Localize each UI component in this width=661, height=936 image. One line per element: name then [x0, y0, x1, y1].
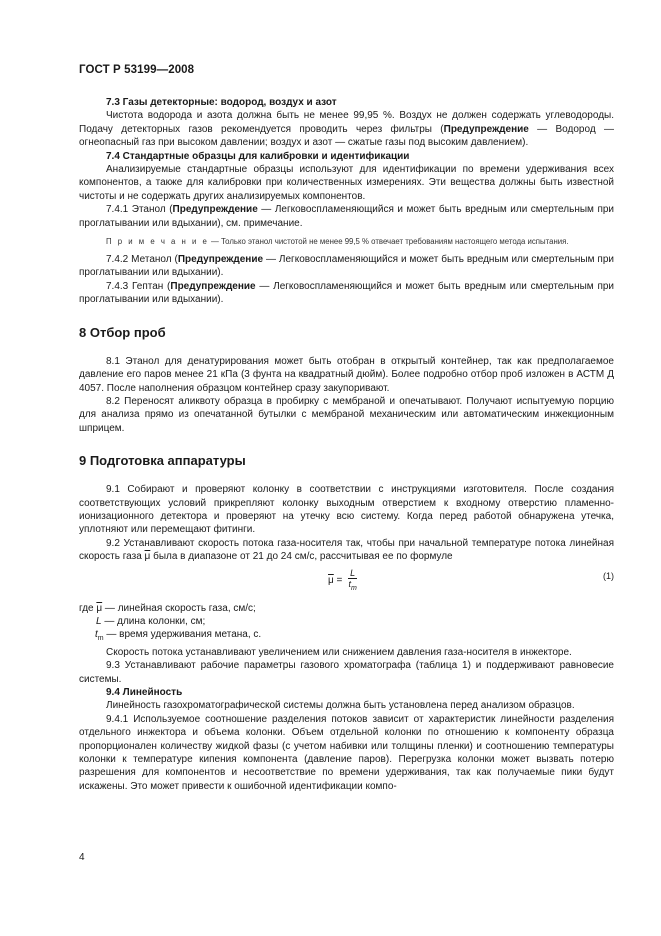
warning-label: Предупреждение	[172, 204, 258, 216]
definition-tm: $t_m$ — время удерживания метана, с.	[95, 629, 262, 643]
section-9-4-title: 9.4 Линейность	[106, 687, 183, 698]
section-9-title: 9 Подготовка аппаратуры	[79, 453, 246, 469]
item-7-4-2: 7.4.2 Метанол (Предупреждение — Легковоспламеняющийся и может быть вредным или смертельным при проглатывании или вдыхании).	[79, 254, 614, 279]
item-9-2: 9.2 Устанавливают скорость потока газа-носителя так, чтобы при начальной температуре потока линейная скорость газа $\overline{\mu}$ была в диапазоне от 21 до 24 см/с, рассчитывая ее по формуле	[79, 537, 614, 563]
definition-mu: где $\overline{\mu}$ — линейная скорость газа, см/с;	[79, 602, 256, 614]
item-9-4-text: Линейность газохроматографической системы должна быть установлена перед анализом образцов.	[106, 700, 575, 712]
definition-L: L — длина колонки, см;	[96, 615, 206, 627]
warning-label: Предупреждение	[443, 123, 529, 135]
item-9-4-1: 9.4.1 Используемое соотношение разделения потоков зависит от характеристик линейности разделения отдельного инжектора и объема колонки. Объем отдельной колонки по отношению к компоненту образца пропорционален количеству жидкой фазы (с учетом набивки или толщины пленки) и соотношению температуры колонки к температуре кипения компонента (давление паров). Перегрузка колонки может вызвать потерю разрешения для компонентов и несоответствие по времени удерживания, так как получаемые пики будут искажены. Это может привести к ошибочной идентификации компо-	[79, 713, 614, 792]
item-9-2-flow: Скорость потока устанавливают увеличением или снижением давления газа-носителя в инжекторе.	[106, 646, 572, 658]
item-9-1: 9.1 Собирают и проверяют колонку в соответствии с инструкциями изготовителя. После создания соответствующих условий прикрепляют колонку выходным отверстием к входному отверстию пламенно-ионизационного детектора и проверяют на утечку всю систему. Когда перед работой обнаружена утечка, уплотняют или перемещают фитинги.	[79, 484, 614, 536]
item-7-4-1: 7.4.1 Этанол (Предупреждение — Легковоспламеняющийся и может быть вредным или смертельным при проглатывании или вдыхании), см. примечание.	[79, 204, 615, 229]
item-7-4-3: 7.4.3 Гептан (Предупреждение — Легковоспламеняющийся и может быть вредным или смертельным при проглатывании или вдыхании).	[79, 280, 615, 306]
item-8-2: 8.2 Переносят аликвоту образца в пробирку с мембраной и опечатывают. Получают испытуемую порцию для анализа прямо из опечатанной бутылки с мембраной механическим или автоматическим инжекционным шприцем.	[79, 395, 614, 434]
formula-number: (1)	[603, 570, 614, 581]
note: П р и м е ч а н и е — Только этанол чистотой не менее 99,5 % отвечает требованиям настоящего метода испытания.	[106, 237, 569, 247]
standard-header: ГОСТ Р 53199—2008	[79, 64, 195, 76]
section-7-3-text: Чистота водорода и азота должна быть не менее 99,95 %. Воздух не должен содержать углеводороды. Подачу детекторных газов рекомендуется проводить через фильтры (Предупреждение — Водород — огнеопасный газ при высоком давлении; воздух и азот — сжатые газы под высоким давлением).	[79, 110, 614, 149]
formula-fraction: $\frac{L}{t_m}$	[348, 567, 357, 592]
formula-definitions	[79, 602, 614, 646]
page-content	[79, 96, 614, 793]
section-7-3-title: 7.3 Газы детекторные: водород, воздух и азот	[106, 97, 337, 108]
page-number: 4	[79, 852, 85, 863]
section-7-4-text: Анализируемые стандартные образцы используют для идентификации по времени удерживания всех компонентов, а также для калибровки при количественных измерениях. Эти вещества должны быть известной чистоты и не содержать других анализируемых компонентов.	[79, 164, 614, 202]
warning-label: Предупреждение	[177, 254, 264, 266]
item-8-1: 8.1 Этанол для денатурирования может быть отобран в открытый контейнер, так как предполагаемое давление его паров менее 21 кПа (3 фунта на квадратный дюйм). Более подробно отбор проб изложен в АСТМ Д 4057. После наполнения образцом контейнер сразу закупоривают.	[79, 355, 614, 394]
section-7-4-title: 7.4 Стандартные образцы для калибровки и идентификации	[106, 150, 410, 162]
warning-label: Предупреждение	[170, 280, 256, 292]
item-9-3: 9.3 Устанавливают рабочие параметры газового хроматографа (таблица 1) и поддерживают равновесие системы.	[79, 660, 614, 685]
formula-lhs: $\overline{\mu}$	[328, 574, 334, 586]
formula-1: $\overline{\mu}$ = $\frac{L}{t_m}$ (1)	[328, 567, 614, 592]
section-8-title: 8 Отбор проб	[79, 324, 166, 340]
